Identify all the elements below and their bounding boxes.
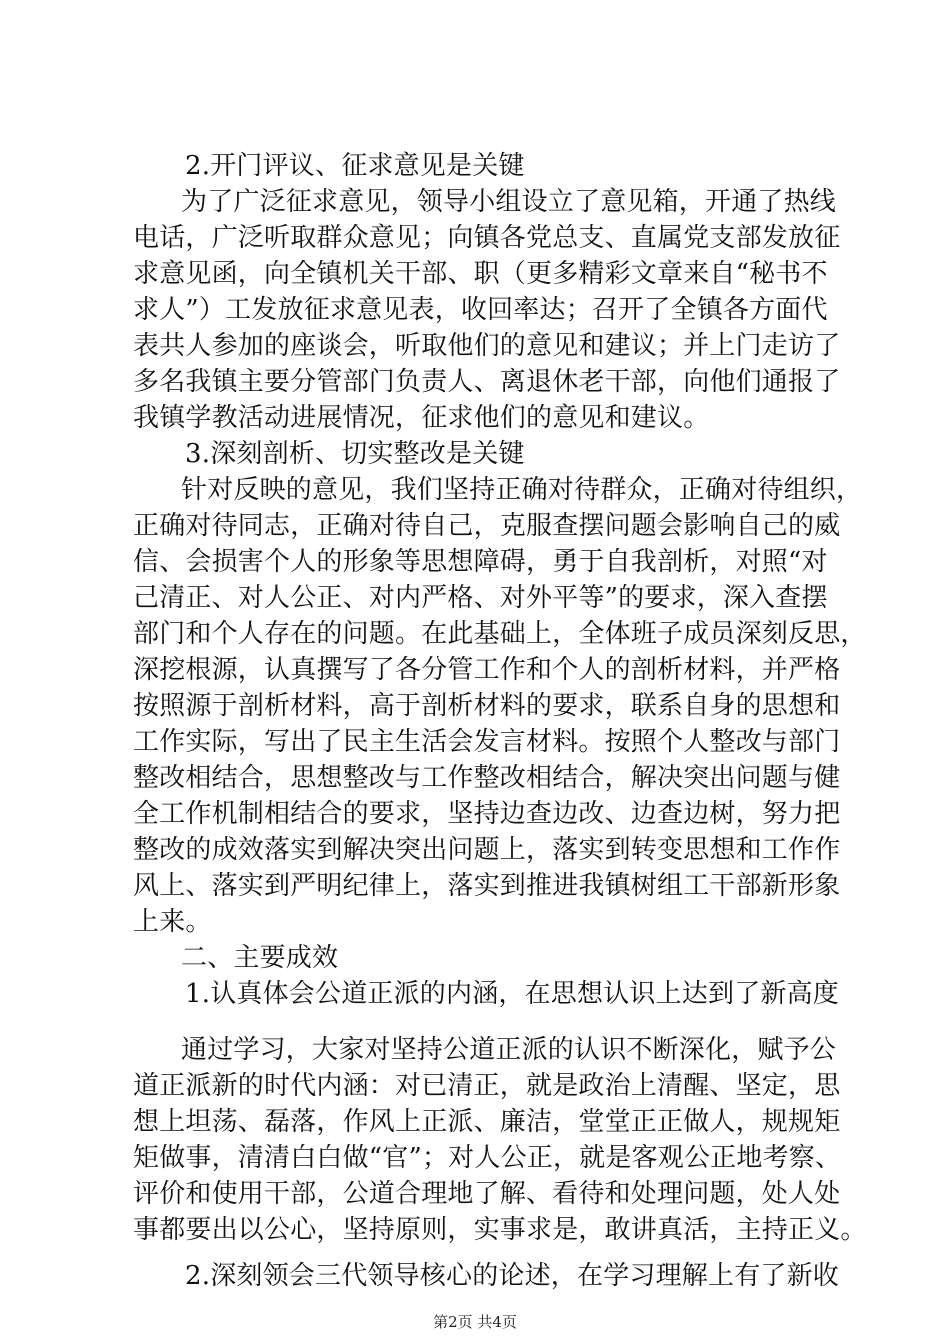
paragraph-line: 通过学习，大家对坚持公道正派的认识不断深化，赋予公 [181,1035,837,1065]
subheading-3: 3.深刻剖析、切实整改是关键 [185,439,525,469]
paragraph-line: 道正派新的时代内涵：对已清正，就是政治上清醒、坚定，思 [133,1071,841,1101]
paragraph-line: 工作实际，写出了民主生活会发言材料。按照个人整改与部门 [133,727,841,757]
subheading-2b: 2.深刻领会三代领导核心的论述，在学习理解上有了新收 [185,1261,840,1291]
paragraph-line: 正确对待同志，正确对待自己，克服查摆问题会影响自己的威 [133,511,841,541]
paragraph-line: 我镇学教活动进展情况，征求他们的意见和建议。 [133,403,710,433]
paragraph-line: 评价和使用干部，公道合理地了解、看待和处理问题，处人处 [133,1179,841,1209]
subheading-1: 1.认真体会公道正派的内涵，在思想认识上达到了新高度 [185,979,840,1009]
paragraph-line: 己清正、对人公正、对内严格、对外平等”的要求，深入查摆 [133,583,828,613]
paragraph-line: 信、会损害个人的形象等思想障碍，勇于自我剖析，对照“对 [133,547,828,577]
paragraph-line: 表共人参加的座谈会，听取他们的意见和建议；并上门走访了 [133,331,841,361]
paragraph-line: 事都要出以公心，坚持原则，实事求是，敢讲真活，主持正义。 [133,1215,867,1245]
paragraph-line: 矩做事，清清白白做“官”；对人公正，就是客观公正地考察、 [133,1143,842,1173]
paragraph-line: 风上、落实到严明纪律上，落实到推进我镇树组工干部新形象 [133,871,841,901]
paragraph-line: 全工作机制相结合的要求，坚持边查边改、边查边树，努力把 [133,799,841,829]
paragraph-line: 针对反映的意见，我们坚持正确对待群众，正确对待组织， [181,475,863,505]
paragraph-line: 整改相结合，思想整改与工作整改相结合，解决突出问题与健 [133,763,841,793]
paragraph-line: 电话，广泛听取群众意见；向镇各党总支、直属党支部发放征 [133,223,841,253]
paragraph-line: 部门和个人存在的问题。在此基础上，全体班子成员深刻反思， [133,619,867,649]
paragraph-line: 求人”）工发放征求意见表，收回率达；召开了全镇各方面代 [133,295,828,325]
paragraph-line: 整改的成效落实到解决突出问题上，落实到转变思想和工作作 [133,835,841,865]
paragraph-line: 深挖根源，认真撰写了各分管工作和个人的剖析材料，并严格 [133,655,841,685]
paragraph-line: 上来。 [133,907,212,937]
paragraph-line: 为了广泛征求意见，领导小组设立了意见箱，开通了热线 [181,187,837,217]
paragraph-line: 按照源于剖析材料，高于剖析材料的要求，联系自身的思想和 [133,691,841,721]
paragraph-line: 想上坦荡、磊落，作风上正派、廉洁，堂堂正正做人，规规矩 [133,1107,841,1137]
paragraph-line: 求意见函，向全镇机关干部、职（更多精彩文章来自“秘书不 [133,259,828,289]
paragraph-line: 多名我镇主要分管部门负责人、离退休老干部，向他们通报了 [133,367,841,397]
subheading-2: 2.开门评议、征求意见是关键 [185,151,525,181]
page-footer: 第2页 共4页 [433,1313,517,1331]
section-heading: 二、主要成效 [181,943,339,973]
